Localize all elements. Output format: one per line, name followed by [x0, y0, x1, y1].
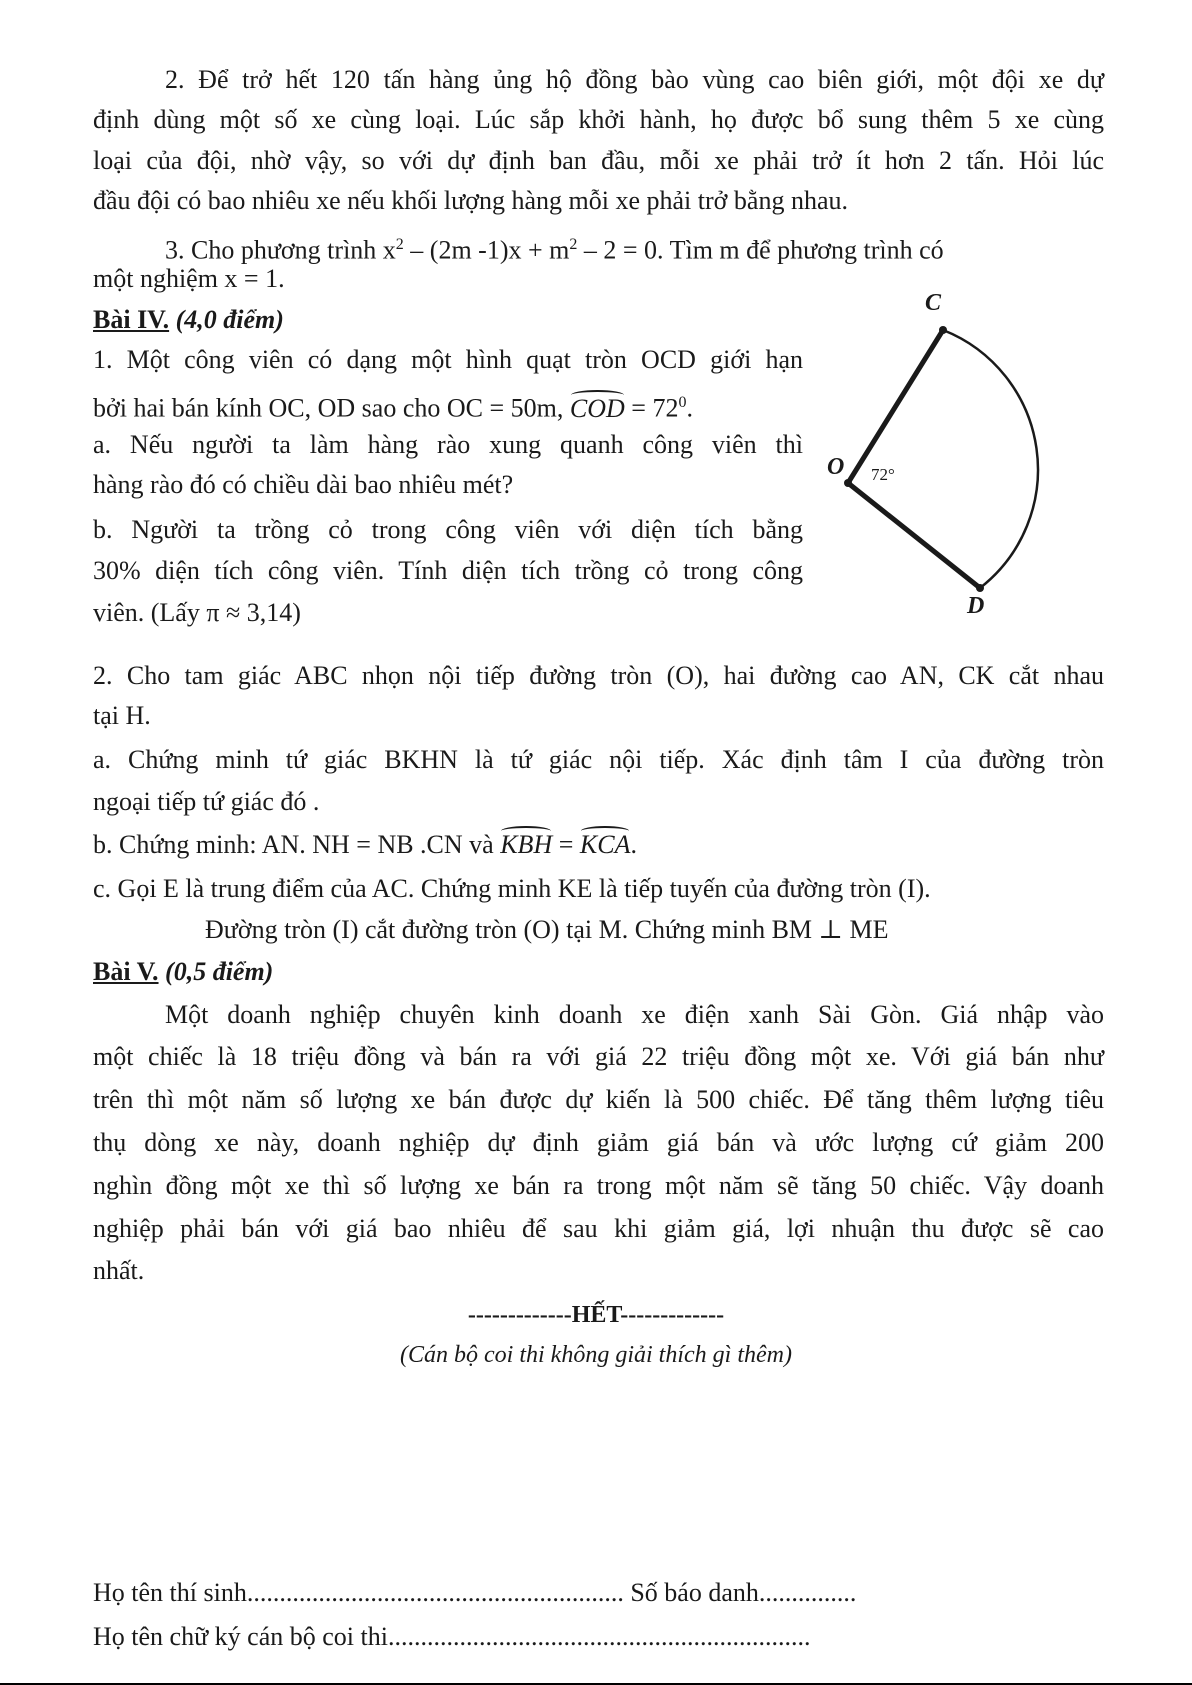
section-4-points: (4,0 điểm)	[175, 305, 284, 334]
label-o: O	[827, 454, 845, 480]
label-d: D	[967, 593, 985, 619]
s4-q2a-line-2: ngoại tiếp tứ giác đó .	[93, 787, 320, 816]
s4-q1-line-2: bởi hai bán kính OC, OD sao cho OC = 50m, COD = $72^0$.	[93, 393, 693, 423]
s5-line-6: nghiệp phải bán với giá bao nhiêu để sau khi giảm giá, lợi nhuận thu được sẽ cao	[93, 1214, 1104, 1243]
s5-line-5: nghìn đồng một xe thì số lượng xe bán ra trong một năm sẽ tăng 50 chiếc. Vậy doanh	[93, 1171, 1104, 1200]
angle-label: 72°	[871, 465, 895, 484]
sector-arc	[943, 330, 1038, 588]
section-5-heading	[93, 957, 273, 987]
section-4-title: Bài IV.	[93, 305, 170, 334]
sector-figure	[815, 288, 1065, 628]
s5-line-7: nhất.	[93, 1256, 145, 1285]
sector-diagram	[815, 288, 1065, 628]
problem-3-line-1: 3. Cho phương trình $x^2 - (2m$ $-1)x + m^2 - 2 = 0$. Tìm m để phương trình có	[165, 235, 944, 265]
s5-line-3: trên thì một năm số lượng xe bán được dự kiến là 500 chiếc. Để tăng thêm lượng tiêu	[93, 1085, 1104, 1114]
sector-radii	[848, 330, 980, 588]
s5-line-4: thụ dòng xe này, doanh nghiệp dự định giảm giá bán và ước lượng cứ giảm 200	[93, 1128, 1104, 1157]
end-note: (Cán bộ coi thi không giải thích gì thêm)	[400, 1342, 792, 1368]
exponent: 2	[395, 236, 404, 253]
label-c: C	[925, 290, 942, 316]
proctor-signature-line: Họ tên chữ ký cán bộ coi thi.................................................................	[93, 1622, 811, 1651]
s4-q2b-line: b. Chứng minh: AN. NH = NB .CN và KBH = KCA.	[93, 830, 637, 859]
s5-line-2: một chiếc là 18 triệu đồng và bán ra với giá 22 triệu đồng một xe. Với giá bán như	[93, 1042, 1104, 1071]
problem-2-line-2: định dùng một số xe cùng loại. Lúc sắp khởi hành, họ được bổ sung thêm 5 xe cùng	[93, 105, 1104, 134]
section-4-heading	[93, 305, 284, 335]
arc-kbh: KBH	[500, 830, 553, 859]
problem-2-line-1: 2. Để trở hết 120 tấn hàng ủng hộ đồng bào vùng cao biên giới, một đội xe dự	[165, 65, 1104, 94]
end-marker: -------------HẾT-------------	[467, 1302, 725, 1328]
arc-kca: KCA	[579, 830, 631, 859]
s4-qb-line-1: b. Người ta trồng cỏ trong công viên với diện tích bằng	[93, 515, 803, 544]
s4-qb-line-3: viên. (Lấy π ≈ 3,14)	[93, 598, 301, 627]
s5-line-1: Một doanh nghiệp chuyên kinh doanh xe điện xanh Sài Gòn. Giá nhập vào	[165, 1000, 1104, 1029]
s4-qb-line-2: 30% diện tích công viên. Tính diện tích trồng cỏ trong công	[93, 556, 803, 585]
section-5-points: (0,5 điểm)	[165, 957, 274, 986]
s4-qa-line-2: hàng rào đó có chiều dài bao nhiêu mét?	[93, 470, 514, 499]
s4-qa-line-1: a. Nếu người ta làm hàng rào xung quanh công viên thì	[93, 430, 803, 459]
point-d	[976, 584, 984, 592]
arc-cod: COD	[569, 393, 625, 423]
s4-q2c-line-1: c. Gọi E là trung điểm của AC. Chứng minh KE là tiếp tuyến của đường tròn (I).	[93, 874, 931, 903]
point-c	[939, 326, 947, 334]
s4-q2c-line-2: Đường tròn (I) cắt đường tròn (O) tại M. Chứng minh BM ⊥ ME	[205, 915, 889, 944]
candidate-name-line: Họ tên thí sinh.......................................................... Số báo danh...............	[93, 1578, 857, 1607]
point-o	[844, 479, 852, 487]
s4-q1-line-1: 1. Một công viên có dạng một hình quạt tròn OCD giới hạn	[93, 345, 803, 374]
section-5-title: Bài V.	[93, 957, 159, 986]
exponent: 2	[569, 236, 578, 253]
problem-2-line-3: loại của đội, nhờ vậy, so với dự định ban đầu, mỗi xe phải trở ít hơn 2 tấn. Hỏi lúc	[93, 146, 1104, 175]
problem-2-line-4: đầu đội có bao nhiêu xe nếu khối lượng hàng mỗi xe phải trở bằng nhau.	[93, 186, 848, 215]
s4-q2-line-1: 2. Cho tam giác ABC nhọn nội tiếp đường tròn (O), hai đường cao AN, CK cắt nhau	[93, 661, 1104, 690]
s4-q2a-line-1: a. Chứng minh tứ giác BKHN là tứ giác nội tiếp. Xác định tâm I của đường tròn	[93, 745, 1104, 774]
problem-3-line-2: một nghiệm x = 1.	[93, 264, 285, 293]
s4-q2-line-2: tại H.	[93, 701, 151, 730]
